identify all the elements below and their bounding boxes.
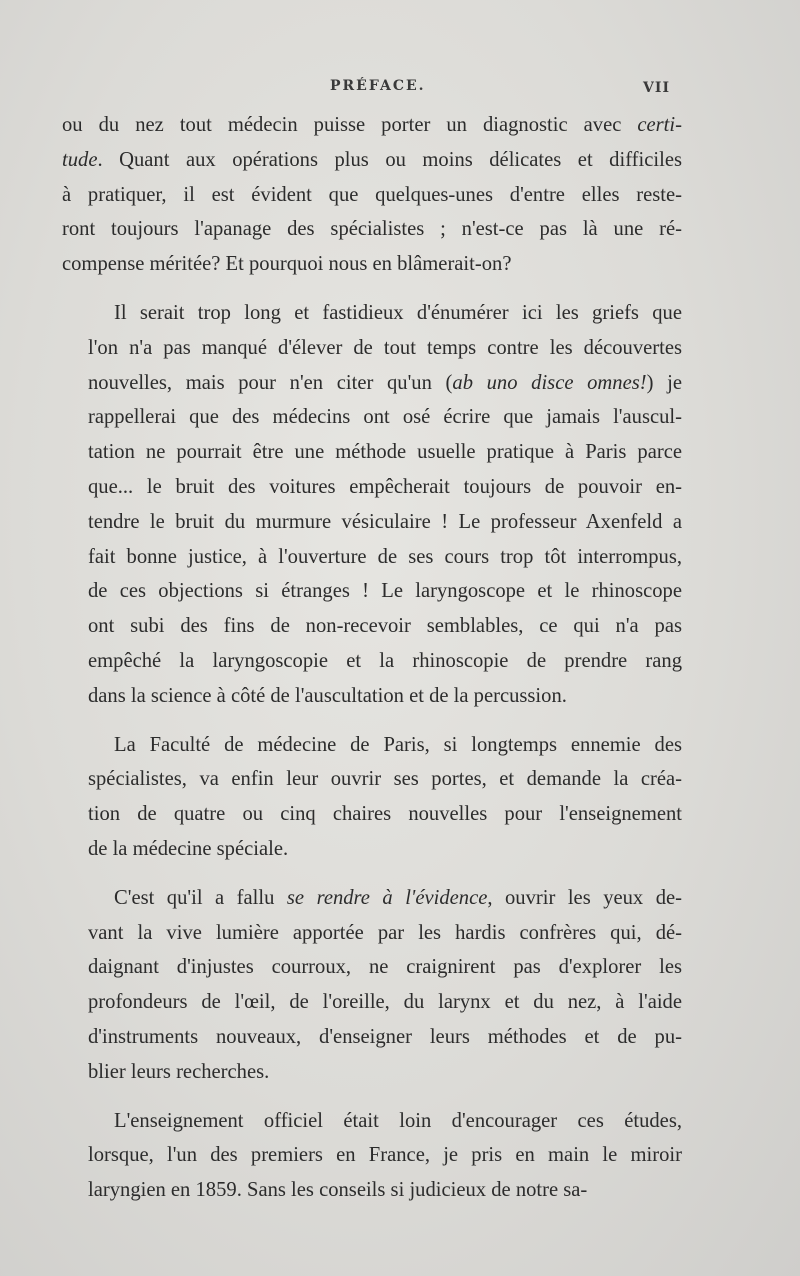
- text-line: que... le bruit des voitures empêcherait toujours de pouvoir en-: [88, 475, 682, 498]
- text-line: nouvelles, mais pour n'en citer qu'un (ab uno disce omnes!) je: [88, 371, 682, 394]
- text-line: laryngien en 1859. Sans les conseils si judicieux de notre sa-: [88, 1179, 588, 1202]
- text-line: vant la vive lumière apportée par les hardis confrères qui, dé-: [88, 921, 682, 944]
- text-line: tude. Quant aux opérations plus ou moins délicates et difficiles: [62, 148, 682, 171]
- text-line: l'on n'a pas manqué d'élever de tout temps contre les découvertes: [88, 336, 682, 359]
- text-line: tation ne pourrait être une méthode usuelle pratique à Paris parce: [88, 441, 682, 464]
- text-line: dans la science à côté de l'auscultation et de la percussion.: [88, 684, 567, 707]
- text-line: ont subi des fins de non-recevoir semblables, ce qui n'a pas: [88, 615, 682, 638]
- text-line: L'enseignement officiel était loin d'encourager ces études,: [114, 1109, 682, 1132]
- italic-text: certi-: [637, 114, 682, 136]
- text-line: daignant d'injustes courroux, ne craignirent pas d'explorer les: [88, 956, 682, 979]
- text-line: profondeurs de l'œil, de l'oreille, du larynx et du nez, à l'aide: [88, 991, 682, 1014]
- text-line: rappellerai que des médecins ont osé écrire que jamais l'auscul-: [88, 406, 682, 429]
- text-line: à pratiquer, il est évident que quelques-unes d'entre elles reste-: [62, 183, 682, 206]
- text-line: compense méritée? Et pourquoi nous en blâmerait-on?: [62, 253, 512, 276]
- text-line: de ces objections si étranges ! Le laryngoscope et le rhinoscope: [88, 580, 682, 603]
- paragraph: [62, 296, 682, 714]
- page-number: VII: [643, 80, 670, 96]
- running-title: PRÉFACE.: [330, 78, 426, 94]
- italic-text: ab uno disce omnes!: [452, 371, 647, 394]
- text-line: La Faculté de médecine de Paris, si longtemps ennemie des: [114, 733, 682, 756]
- text-line: ou du nez tout médecin puisse porter un diagnostic avec certi-: [62, 114, 682, 136]
- text-line: lorsque, l'un des premiers en France, je pris en main le miroir: [88, 1144, 682, 1167]
- text-line: ront toujours l'apanage des spécialistes ; n'est-ce pas là une ré-: [62, 218, 682, 241]
- text-line: blier leurs recherches.: [88, 1060, 270, 1083]
- text-line: tion de quatre ou cinq chaires nouvelles pour l'enseignement: [88, 803, 682, 826]
- italic-text: se rendre à l'évidence: [286, 886, 488, 909]
- paragraph: [62, 108, 682, 282]
- paragraph: [62, 881, 682, 1090]
- text-line: tendre le bruit du murmure vésiculaire ! Le professeur Axenfeld a: [88, 510, 682, 533]
- paragraph: [62, 1104, 682, 1208]
- text-line: C'est qu'il a fallu se rendre à l'évidence, ouvrir les yeux de-: [114, 886, 683, 909]
- running-head: [60, 78, 670, 102]
- text-line: Il serait trop long et fastidieux d'énumérer ici les griefs que: [114, 301, 682, 324]
- italic-text: tude: [62, 148, 98, 171]
- text-line: empêché la laryngoscopie et la rhinoscopie de prendre rang: [88, 649, 682, 672]
- text-line: spécialistes, va enfin leur ouvrir ses portes, et demande la créa-: [88, 768, 682, 791]
- paragraph: [62, 728, 682, 867]
- text-line: d'instruments nouveaux, d'enseigner leurs méthodes et de pu-: [88, 1025, 682, 1048]
- text-line: de la médecine spéciale.: [88, 837, 289, 860]
- body-text: [62, 108, 682, 1208]
- text-line: fait bonne justice, à l'ouverture de ses cours trop tôt interrompus,: [88, 545, 682, 568]
